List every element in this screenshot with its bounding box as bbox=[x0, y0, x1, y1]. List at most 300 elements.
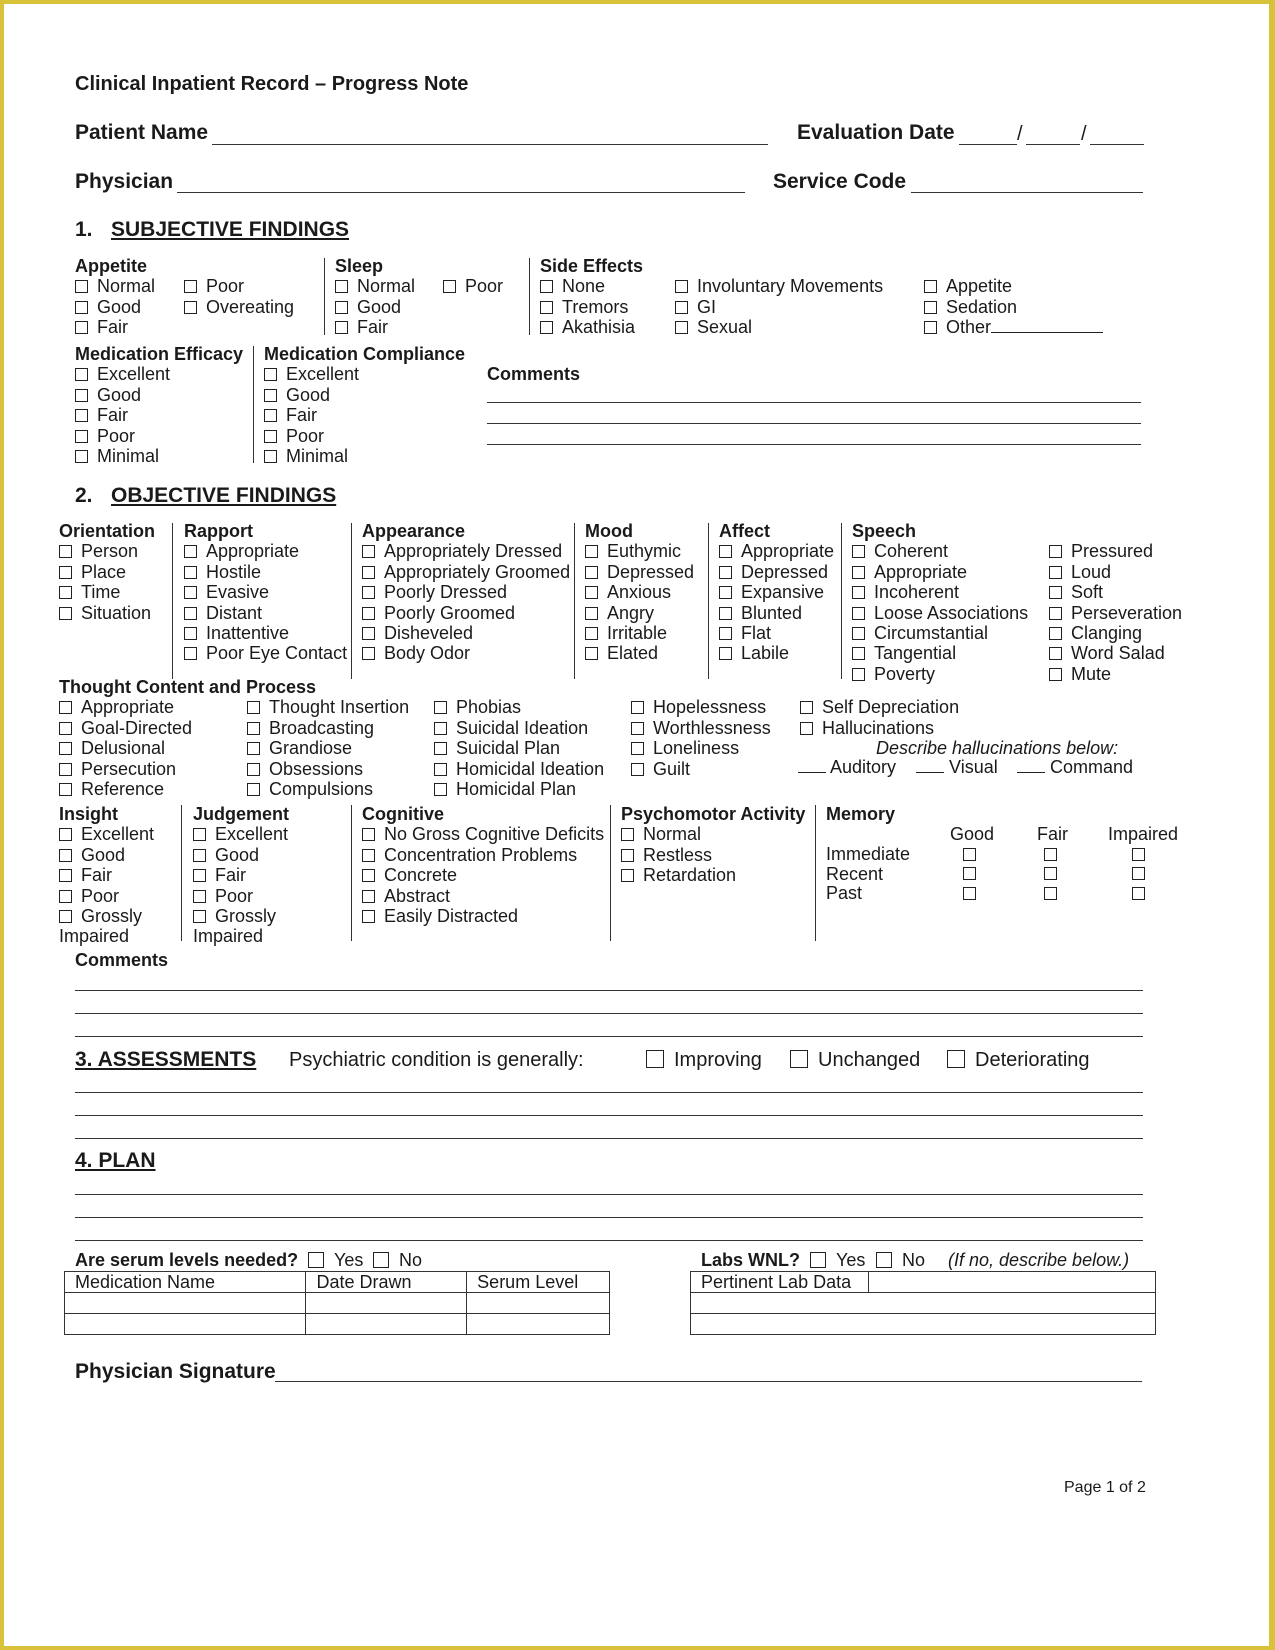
checkbox[interactable] bbox=[362, 849, 375, 862]
checkbox[interactable] bbox=[193, 849, 206, 862]
hallucination-visual[interactable]: Visual bbox=[916, 757, 998, 777]
thought-option[interactable]: Reference bbox=[59, 779, 316, 799]
physician-field[interactable] bbox=[177, 192, 745, 193]
checkbox[interactable] bbox=[308, 1252, 324, 1268]
checkbox[interactable] bbox=[434, 742, 447, 755]
speech-option[interactable]: Word Salad bbox=[1049, 643, 1182, 663]
speech-option[interactable]: Incoherent bbox=[852, 582, 1028, 602]
hallucination-command[interactable]: Command bbox=[1017, 757, 1133, 777]
efficacy-option[interactable]: Fair bbox=[75, 405, 243, 425]
checkbox[interactable] bbox=[675, 280, 688, 293]
checkbox[interactable] bbox=[719, 566, 732, 579]
comment-line[interactable] bbox=[487, 444, 1141, 445]
comment-line[interactable] bbox=[75, 990, 1143, 991]
thought-option[interactable]: Obsessions bbox=[247, 759, 409, 779]
thought-option[interactable]: Thought Insertion bbox=[247, 697, 409, 717]
signature-field[interactable] bbox=[275, 1381, 1142, 1382]
checkbox[interactable] bbox=[443, 280, 456, 293]
checkbox[interactable] bbox=[675, 301, 688, 314]
judgement-option[interactable]: Good bbox=[193, 845, 289, 865]
checkbox[interactable] bbox=[75, 301, 88, 314]
blank[interactable] bbox=[1017, 772, 1045, 773]
mood-option[interactable]: Anxious bbox=[585, 582, 694, 602]
page-number: Page 1 of 2 bbox=[1064, 1479, 1146, 1496]
appearance-option[interactable]: Appropriately Dressed bbox=[362, 541, 570, 561]
checkbox[interactable] bbox=[362, 647, 375, 660]
table-row[interactable] bbox=[65, 1293, 610, 1314]
evaluation-date-year-field[interactable] bbox=[1090, 144, 1144, 145]
table-cell[interactable] bbox=[467, 1314, 610, 1335]
efficacy-option[interactable]: Excellent bbox=[75, 364, 243, 384]
appetite-option[interactable]: Fair bbox=[75, 317, 155, 337]
comment-line[interactable] bbox=[75, 1036, 1143, 1037]
thought-option[interactable]: Worthlessness bbox=[631, 718, 771, 738]
judgement-group bbox=[193, 804, 289, 947]
checkbox[interactable] bbox=[264, 409, 277, 422]
efficacy-option[interactable]: Poor bbox=[75, 426, 243, 446]
table-cell[interactable] bbox=[467, 1293, 610, 1314]
thought-option[interactable]: Hallucinations bbox=[800, 718, 959, 738]
checkbox[interactable] bbox=[585, 586, 598, 599]
checkbox[interactable] bbox=[790, 1050, 808, 1068]
thought-option[interactable]: Appropriate bbox=[59, 697, 316, 717]
checkbox[interactable] bbox=[675, 321, 688, 334]
option-deteriorating[interactable]: Deteriorating bbox=[947, 1050, 1090, 1070]
thought-option[interactable]: Grandiose bbox=[247, 738, 409, 758]
checkbox[interactable] bbox=[247, 742, 260, 755]
insight-title: Insight bbox=[59, 804, 118, 824]
checkbox[interactable] bbox=[59, 701, 72, 714]
checkbox[interactable] bbox=[59, 849, 72, 862]
thought-option[interactable]: Persecution bbox=[59, 759, 316, 779]
rapport-option[interactable]: Inattentive bbox=[184, 623, 347, 643]
checkbox[interactable] bbox=[1049, 586, 1062, 599]
checkbox[interactable] bbox=[75, 280, 88, 293]
checkbox[interactable] bbox=[585, 647, 598, 660]
evaluation-date-month-field[interactable] bbox=[959, 144, 1017, 145]
checkbox[interactable] bbox=[362, 607, 375, 620]
checkbox[interactable] bbox=[631, 742, 644, 755]
checkbox[interactable] bbox=[540, 301, 553, 314]
comment-line[interactable] bbox=[487, 402, 1141, 403]
checkbox[interactable] bbox=[1044, 848, 1057, 861]
speech-title: Speech bbox=[852, 521, 917, 541]
checkbox[interactable] bbox=[1132, 848, 1145, 861]
orientation-option[interactable]: Situation bbox=[59, 603, 155, 623]
checkbox[interactable] bbox=[963, 848, 976, 861]
checkbox[interactable] bbox=[852, 668, 865, 681]
checkbox[interactable] bbox=[924, 301, 937, 314]
checkbox[interactable] bbox=[585, 545, 598, 558]
checkbox[interactable] bbox=[335, 301, 348, 314]
checkbox[interactable] bbox=[1049, 647, 1062, 660]
affect-option[interactable]: Blunted bbox=[719, 603, 834, 623]
speech-option[interactable]: Coherent bbox=[852, 541, 1028, 561]
checkbox[interactable] bbox=[852, 627, 865, 640]
thought-option[interactable]: Delusional bbox=[59, 738, 316, 758]
checkbox[interactable] bbox=[75, 450, 88, 463]
checkbox[interactable] bbox=[631, 763, 644, 776]
checkbox[interactable] bbox=[193, 910, 206, 923]
checkbox[interactable] bbox=[810, 1252, 826, 1268]
speech-option[interactable]: Circumstantial bbox=[852, 623, 1028, 643]
appetite-option[interactable]: Overeating bbox=[184, 297, 294, 317]
table-cell[interactable] bbox=[306, 1314, 467, 1335]
option-improving[interactable]: Improving bbox=[646, 1050, 762, 1070]
checkbox[interactable] bbox=[59, 722, 72, 735]
affect-title: Affect bbox=[719, 521, 771, 541]
appearance-group bbox=[362, 521, 570, 664]
mood-option[interactable]: Depressed bbox=[585, 562, 694, 582]
insight-option[interactable]: Grossly bbox=[59, 906, 154, 926]
serum-no[interactable]: No bbox=[373, 1250, 422, 1270]
rapport-option[interactable]: Distant bbox=[184, 603, 347, 623]
sleep-option[interactable]: Good bbox=[335, 297, 415, 317]
appearance-option[interactable]: Poorly Groomed bbox=[362, 603, 570, 623]
checkbox[interactable] bbox=[719, 545, 732, 558]
insight-option[interactable]: Good bbox=[59, 845, 154, 865]
plan-line[interactable] bbox=[75, 1240, 1143, 1241]
assessment-prompt: Psychiatric condition is generally: bbox=[289, 1049, 584, 1071]
checkbox[interactable] bbox=[59, 545, 72, 558]
checkbox[interactable] bbox=[947, 1050, 965, 1068]
checkbox[interactable] bbox=[540, 280, 553, 293]
checkbox[interactable] bbox=[193, 890, 206, 903]
checkbox[interactable] bbox=[59, 586, 72, 599]
checkbox[interactable] bbox=[1044, 887, 1057, 900]
checkbox[interactable] bbox=[1049, 566, 1062, 579]
checkbox[interactable] bbox=[719, 647, 732, 660]
side-effect-option[interactable]: GI bbox=[675, 297, 883, 317]
psychomotor-option[interactable]: Restless bbox=[621, 845, 805, 865]
speech-option[interactable]: Loud bbox=[1049, 562, 1182, 582]
assessment-line[interactable] bbox=[75, 1115, 1143, 1116]
appearance-option[interactable]: Poorly Dressed bbox=[362, 582, 570, 602]
checkbox[interactable] bbox=[184, 607, 197, 620]
rapport-option[interactable]: Poor Eye Contact bbox=[184, 643, 347, 663]
checkbox[interactable] bbox=[362, 627, 375, 640]
compliance-option[interactable]: Excellent bbox=[264, 364, 465, 384]
checkbox[interactable] bbox=[1049, 668, 1062, 681]
medication-efficacy-group bbox=[75, 344, 243, 466]
insight-group bbox=[59, 804, 154, 947]
compliance-option[interactable]: Poor bbox=[264, 426, 465, 446]
table-cell[interactable] bbox=[306, 1293, 467, 1314]
plan-line[interactable] bbox=[75, 1194, 1143, 1195]
hallucination-auditory[interactable]: Auditory bbox=[798, 757, 896, 777]
checkbox[interactable] bbox=[852, 647, 865, 660]
memory-row-past: Past bbox=[826, 883, 863, 903]
checkbox[interactable] bbox=[800, 701, 813, 714]
checkbox[interactable] bbox=[924, 321, 937, 334]
mood-option[interactable]: Irritable bbox=[585, 623, 694, 643]
side-effect-option[interactable]: Involuntary Movements bbox=[675, 276, 883, 296]
judgement-option[interactable]: Excellent bbox=[193, 824, 289, 844]
checkbox[interactable] bbox=[75, 321, 88, 334]
cognitive-option[interactable]: Concrete bbox=[362, 865, 604, 885]
checkbox[interactable] bbox=[59, 607, 72, 620]
checkbox[interactable] bbox=[852, 607, 865, 620]
blank[interactable] bbox=[798, 772, 826, 773]
checkbox[interactable] bbox=[264, 450, 277, 463]
checkbox[interactable] bbox=[184, 566, 197, 579]
checkbox[interactable] bbox=[59, 566, 72, 579]
affect-option[interactable]: Appropriate bbox=[719, 541, 834, 561]
insight-option[interactable]: Poor bbox=[59, 886, 154, 906]
speech-option[interactable]: Tangential bbox=[852, 643, 1028, 663]
patient-name-field[interactable] bbox=[212, 144, 768, 145]
checkbox[interactable] bbox=[621, 828, 634, 841]
checkbox[interactable] bbox=[184, 627, 197, 640]
table-cell[interactable] bbox=[691, 1314, 1156, 1335]
efficacy-option[interactable]: Good bbox=[75, 385, 243, 405]
checkbox[interactable] bbox=[264, 430, 277, 443]
checkbox[interactable] bbox=[193, 869, 206, 882]
checkbox[interactable] bbox=[719, 627, 732, 640]
efficacy-option[interactable]: Minimal bbox=[75, 446, 243, 466]
affect-option[interactable]: Labile bbox=[719, 643, 834, 663]
rapport-option[interactable]: Appropriate bbox=[184, 541, 347, 561]
thought-option[interactable]: Goal-Directed bbox=[59, 718, 316, 738]
speech-option[interactable]: Pressured bbox=[1049, 541, 1182, 561]
checkbox[interactable] bbox=[362, 586, 375, 599]
judgement-option[interactable]: Poor bbox=[193, 886, 289, 906]
affect-option[interactable]: Expansive bbox=[719, 582, 834, 602]
appearance-option[interactable]: Body Odor bbox=[362, 643, 570, 663]
checkbox[interactable] bbox=[362, 910, 375, 923]
thought-option[interactable]: Self Depreciation bbox=[800, 697, 959, 717]
thought-option[interactable]: Loneliness bbox=[631, 738, 771, 758]
divider bbox=[351, 805, 352, 941]
appearance-option[interactable]: Appropriately Groomed bbox=[362, 562, 570, 582]
table-row[interactable] bbox=[65, 1314, 610, 1335]
checkbox[interactable] bbox=[193, 828, 206, 841]
checkbox[interactable] bbox=[434, 722, 447, 735]
appearance-option[interactable]: Disheveled bbox=[362, 623, 570, 643]
checkbox[interactable] bbox=[621, 869, 634, 882]
appetite-option[interactable]: Good bbox=[75, 297, 155, 317]
table-cell[interactable] bbox=[65, 1293, 306, 1314]
thought-option[interactable]: Broadcasting bbox=[247, 718, 409, 738]
speech-option[interactable]: Clanging bbox=[1049, 623, 1182, 643]
thought-option[interactable]: Phobias bbox=[434, 697, 604, 717]
checkbox[interactable] bbox=[362, 828, 375, 841]
checkbox[interactable] bbox=[373, 1252, 389, 1268]
appetite-option[interactable]: Poor bbox=[184, 276, 294, 296]
orientation-option[interactable]: Time bbox=[59, 582, 155, 602]
compliance-option[interactable]: Minimal bbox=[264, 446, 465, 466]
checkbox[interactable] bbox=[75, 430, 88, 443]
checkbox[interactable] bbox=[585, 627, 598, 640]
checkbox[interactable] bbox=[646, 1050, 664, 1068]
col-pertinent-lab-data: Pertinent Lab Data bbox=[691, 1272, 869, 1293]
checkbox[interactable] bbox=[434, 701, 447, 714]
insight-option[interactable]: Fair bbox=[59, 865, 154, 885]
side-effect-option[interactable]: Tremors bbox=[540, 297, 643, 317]
service-code-label: Service Code bbox=[773, 170, 907, 193]
psychomotor-option[interactable]: Normal bbox=[621, 824, 805, 844]
labs-yes[interactable]: Yes bbox=[810, 1250, 865, 1270]
evaluation-date-day-field[interactable] bbox=[1026, 144, 1080, 145]
judgement-option[interactable]: Fair bbox=[193, 865, 289, 885]
section1-comments-label: Comments bbox=[487, 364, 581, 384]
checkbox[interactable] bbox=[1049, 607, 1062, 620]
checkbox[interactable] bbox=[585, 566, 598, 579]
thought-option[interactable]: Hopelessness bbox=[631, 697, 771, 717]
labs-no[interactable]: No bbox=[876, 1250, 925, 1270]
side-effect-option[interactable]: Other bbox=[924, 317, 1103, 337]
cognitive-option[interactable]: Abstract bbox=[362, 886, 604, 906]
other-field[interactable] bbox=[991, 332, 1103, 333]
checkbox[interactable] bbox=[59, 763, 72, 776]
checkbox[interactable] bbox=[876, 1252, 892, 1268]
orientation-option[interactable]: Place bbox=[59, 562, 155, 582]
checkbox[interactable] bbox=[75, 368, 88, 381]
cognitive-option[interactable]: No Gross Cognitive Deficits bbox=[362, 824, 604, 844]
affect-option[interactable]: Depressed bbox=[719, 562, 834, 582]
checkbox[interactable] bbox=[335, 321, 348, 334]
rapport-option[interactable]: Hostile bbox=[184, 562, 347, 582]
mood-option[interactable]: Euthymic bbox=[585, 541, 694, 561]
orientation-option[interactable]: Person bbox=[59, 541, 155, 561]
speech-option[interactable]: Mute bbox=[1049, 664, 1182, 684]
sleep-option[interactable]: Normal bbox=[335, 276, 415, 296]
divider bbox=[841, 523, 842, 679]
affect-group bbox=[719, 521, 834, 664]
checkbox[interactable] bbox=[719, 586, 732, 599]
checkbox[interactable] bbox=[852, 586, 865, 599]
speech-option[interactable]: Perseveration bbox=[1049, 603, 1182, 623]
checkbox[interactable] bbox=[247, 763, 260, 776]
speech-option[interactable]: Soft bbox=[1049, 582, 1182, 602]
mood-option[interactable]: Elated bbox=[585, 643, 694, 663]
psychomotor-option[interactable]: Retardation bbox=[621, 865, 805, 885]
assessment-line[interactable] bbox=[75, 1092, 1143, 1093]
checkbox[interactable] bbox=[184, 586, 197, 599]
checkbox[interactable] bbox=[59, 742, 72, 755]
speech-option[interactable]: Loose Associations bbox=[852, 603, 1028, 623]
comment-line[interactable] bbox=[487, 423, 1141, 424]
checkbox[interactable] bbox=[362, 869, 375, 882]
compliance-option[interactable]: Fair bbox=[264, 405, 465, 425]
comment-line[interactable] bbox=[75, 1013, 1143, 1014]
judgement-option[interactable]: Grossly bbox=[193, 906, 289, 926]
thought-option[interactable]: Homicidal Plan bbox=[434, 779, 604, 799]
checkbox[interactable] bbox=[362, 566, 375, 579]
checkbox[interactable] bbox=[184, 647, 197, 660]
cognitive-option[interactable]: Concentration Problems bbox=[362, 845, 604, 865]
checkbox[interactable] bbox=[852, 545, 865, 558]
checkbox[interactable] bbox=[247, 783, 260, 796]
table-row[interactable] bbox=[691, 1314, 1156, 1335]
checkbox[interactable] bbox=[1049, 627, 1062, 640]
checkbox[interactable] bbox=[621, 849, 634, 862]
checkbox[interactable] bbox=[719, 607, 732, 620]
compliance-option[interactable]: Good bbox=[264, 385, 465, 405]
thought-option[interactable]: Suicidal Plan bbox=[434, 738, 604, 758]
cognitive-option[interactable]: Easily Distracted bbox=[362, 906, 604, 926]
blank[interactable] bbox=[916, 772, 944, 773]
checkbox[interactable] bbox=[59, 890, 72, 903]
divider bbox=[708, 523, 709, 679]
checkbox[interactable] bbox=[184, 301, 197, 314]
side-effect-option[interactable]: Appetite bbox=[924, 276, 1103, 296]
table-cell[interactable] bbox=[691, 1293, 1156, 1314]
rapport-option[interactable]: Evasive bbox=[184, 582, 347, 602]
speech-option[interactable]: Appropriate bbox=[852, 562, 1028, 582]
checkbox[interactable] bbox=[434, 783, 447, 796]
speech-option[interactable]: Poverty bbox=[852, 664, 1028, 684]
checkbox[interactable] bbox=[59, 783, 72, 796]
checkbox[interactable] bbox=[1044, 867, 1057, 880]
checkbox[interactable] bbox=[800, 722, 813, 735]
checkbox[interactable] bbox=[1049, 545, 1062, 558]
mood-option[interactable]: Angry bbox=[585, 603, 694, 623]
checkbox[interactable] bbox=[540, 321, 553, 334]
checkbox[interactable] bbox=[264, 368, 277, 381]
affect-option[interactable]: Flat bbox=[719, 623, 834, 643]
checkbox[interactable] bbox=[362, 545, 375, 558]
checkbox[interactable] bbox=[264, 389, 277, 402]
side-effect-option[interactable]: Sexual bbox=[675, 317, 883, 337]
checkbox[interactable] bbox=[184, 545, 197, 558]
serum-yes[interactable]: Yes bbox=[308, 1250, 363, 1270]
checkbox[interactable] bbox=[585, 607, 598, 620]
thought-option[interactable]: Suicidal Ideation bbox=[434, 718, 604, 738]
side-effect-option[interactable]: Sedation bbox=[924, 297, 1103, 317]
side-effect-option[interactable]: None bbox=[540, 276, 643, 296]
checkbox[interactable] bbox=[924, 280, 937, 293]
judgement-impaired-label: Impaired bbox=[193, 926, 264, 947]
checkbox[interactable] bbox=[247, 722, 260, 735]
insight-option[interactable]: Excellent bbox=[59, 824, 154, 844]
checkbox[interactable] bbox=[75, 409, 88, 422]
sleep-option[interactable]: Poor bbox=[443, 276, 503, 296]
side-effect-option[interactable]: Akathisia bbox=[540, 317, 643, 337]
appetite-option[interactable]: Normal bbox=[75, 276, 155, 296]
assessment-line[interactable] bbox=[75, 1138, 1143, 1139]
page-title: Clinical Inpatient Record – Progress Note bbox=[75, 73, 469, 95]
checkbox[interactable] bbox=[963, 887, 976, 900]
checkbox[interactable] bbox=[631, 722, 644, 735]
option-unchanged[interactable]: Unchanged bbox=[790, 1050, 920, 1070]
checkbox[interactable] bbox=[434, 763, 447, 776]
thought-option[interactable]: Guilt bbox=[631, 759, 771, 779]
checkbox[interactable] bbox=[1132, 887, 1145, 900]
sleep-option[interactable]: Fair bbox=[335, 317, 415, 337]
checkbox[interactable] bbox=[362, 890, 375, 903]
checkbox[interactable] bbox=[75, 389, 88, 402]
table-cell[interactable] bbox=[868, 1272, 1155, 1293]
table-row[interactable] bbox=[691, 1293, 1156, 1314]
checkbox[interactable] bbox=[335, 280, 348, 293]
table-cell[interactable] bbox=[65, 1314, 306, 1335]
thought-option[interactable]: Compulsions bbox=[247, 779, 409, 799]
checkbox[interactable] bbox=[59, 910, 72, 923]
checkbox[interactable] bbox=[184, 280, 197, 293]
checkbox[interactable] bbox=[59, 869, 72, 882]
service-code-field[interactable] bbox=[911, 192, 1143, 193]
checkbox[interactable] bbox=[59, 828, 72, 841]
checkbox[interactable] bbox=[631, 701, 644, 714]
checkbox[interactable] bbox=[1132, 867, 1145, 880]
labs-question: Labs WNL? bbox=[701, 1250, 800, 1270]
checkbox[interactable] bbox=[247, 701, 260, 714]
plan-line[interactable] bbox=[75, 1217, 1143, 1218]
checkbox[interactable] bbox=[963, 867, 976, 880]
checkbox[interactable] bbox=[852, 566, 865, 579]
thought-option[interactable]: Homicidal Ideation bbox=[434, 759, 604, 779]
